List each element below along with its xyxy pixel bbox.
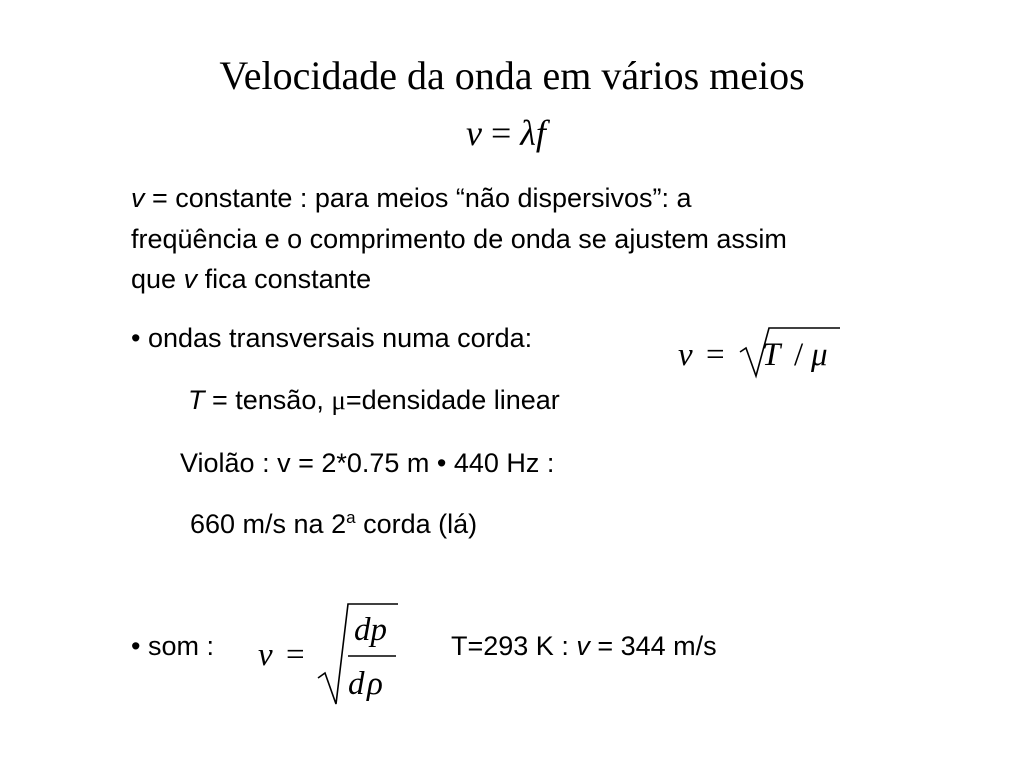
sound-speed-value — [451, 631, 717, 662]
paragraph-line-1-text: = constante : para meios “não dispersivos”: a — [144, 183, 692, 213]
formula-den-rho: ρ — [367, 666, 383, 702]
bullet-transverse-waves: • ondas transversais numa corda: — [131, 323, 533, 353]
var-v: v — [183, 264, 198, 294]
formula-equals: = — [490, 113, 512, 153]
tension-text: = tensão, — [204, 385, 332, 415]
formula-den-d: d — [348, 666, 365, 702]
density-text: =densidade linear — [345, 385, 560, 415]
wave-speed-formula — [466, 112, 546, 154]
var-v: v — [131, 183, 145, 213]
violao-result — [190, 508, 477, 540]
formula-v: v — [258, 637, 273, 673]
result-post: corda (lá) — [355, 509, 478, 539]
temp-text: T=293 K : — [451, 631, 577, 661]
tension-definition — [188, 385, 560, 416]
temp-value: = 344 m/s — [589, 631, 717, 661]
violao-calculation: Violão : v = 2*0.75 m • 440 Hz : — [180, 448, 555, 478]
formula-equals: = — [706, 337, 725, 373]
result-pre: 660 m/s na 2 — [190, 509, 347, 539]
paragraph-line-3-pre: que — [131, 264, 184, 294]
formula-v: v — [678, 337, 693, 373]
paragraph-line-1 — [131, 178, 692, 218]
ordinal-superscript: a — [346, 508, 356, 527]
string-wave-formula — [670, 320, 850, 380]
var-v: v — [576, 631, 590, 661]
formula-mu: μ — [811, 337, 828, 373]
slide-title: Velocidade da onda em vários meios — [219, 53, 805, 98]
paragraph-line-3-post: fica constante — [197, 264, 372, 294]
bullet-sound: • som : — [131, 631, 214, 661]
formula-lambda: λ — [520, 113, 536, 153]
var-T: T — [188, 385, 205, 415]
mu-symbol: μ — [331, 385, 346, 415]
paragraph-line-3 — [131, 259, 371, 299]
formula-T: T — [762, 337, 781, 373]
formula-v: v — [466, 113, 482, 153]
formula-numerator: dp — [354, 612, 387, 648]
formula-slash: / — [794, 337, 804, 373]
paragraph-line-2: freqüência e o comprimento de onda se ajustem assim — [131, 224, 787, 254]
formula-f: f — [535, 113, 546, 153]
sound-speed-formula — [250, 598, 410, 710]
formula-equals: = — [286, 637, 305, 673]
